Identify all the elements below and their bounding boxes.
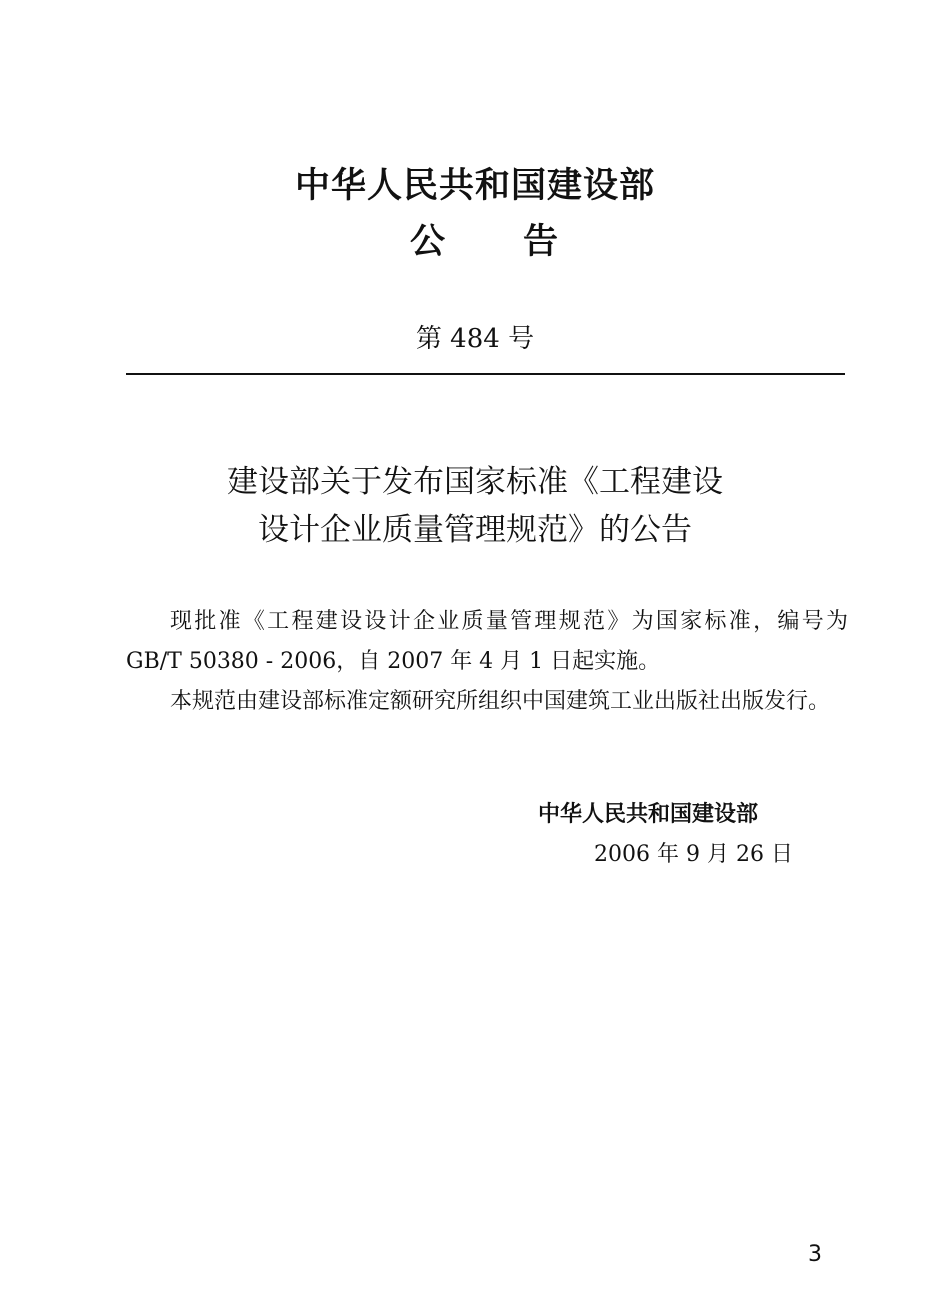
body-paragraph-2: 本规范由建设部标准定额研究所组织中国建筑工业出版社出版发行。 bbox=[170, 689, 831, 714]
signature-date: 2006 年 9 月 26 日 bbox=[594, 842, 793, 867]
notice-heading bbox=[0, 214, 950, 262]
subject-line-2: 设计企业质量管理规范》的公告 bbox=[258, 512, 692, 548]
page-number: 3 bbox=[808, 1242, 822, 1267]
issuing-ministry-title: 中华人民共和国建设部 bbox=[294, 166, 655, 206]
body-paragraph-1: 现批准《工程建设设计企业质量管理规范》为国家标准，编号为 GB/T 50380 - 2006，自 2007 年 4 月 1 日起实施。 bbox=[126, 609, 848, 674]
notice-heading-char-2: 告 bbox=[523, 222, 559, 262]
header-divider bbox=[126, 373, 845, 375]
subject-line-1: 建设部关于发布国家标准《工程建设 bbox=[227, 464, 723, 500]
notice-heading-char-1: 公 bbox=[410, 222, 446, 262]
signature-organization: 中华人民共和国建设部 bbox=[538, 802, 759, 827]
notice-body bbox=[126, 602, 848, 722]
notice-number: 第 484 号 bbox=[415, 324, 535, 354]
notice-subject bbox=[0, 458, 950, 554]
